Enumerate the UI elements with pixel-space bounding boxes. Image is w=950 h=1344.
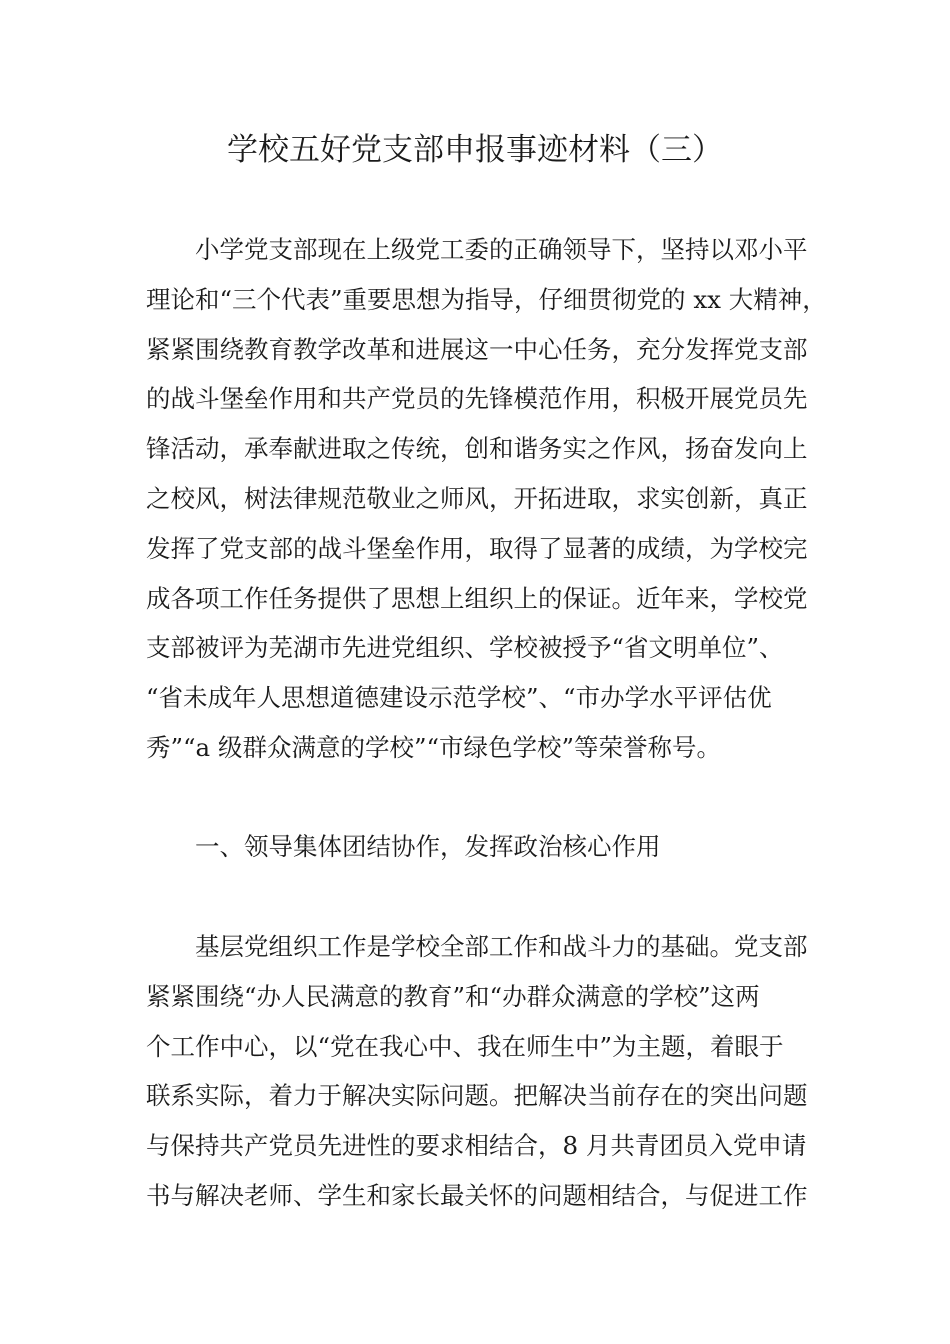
text-line: 与保持共产党员先进性的要求相结合，8 月共青团员入党申请	[146, 1131, 807, 1161]
text-line: 小学党支部现在上级党工委的正确领导下，坚持以邓小平	[195, 235, 808, 264]
text-line: 书与解决老师、学生和家长最关怀的问题相结合，与促进工作	[146, 1180, 808, 1210]
text-line: 的战斗堡垒作用和共产党员的先锋模范作用，积极开展党员先	[146, 384, 808, 414]
text-line: 锋活动，承奉献进取之传统，创和谐务实之作风，扬奋发向上	[146, 434, 808, 464]
text-line: 支部被评为芜湖市先进党组织、学校被授予“省文明单位”、	[146, 633, 784, 663]
text-line: 之校风，树法律规范敬业之师风，开拓进取，求实创新，真正	[146, 483, 808, 513]
section-heading-text: 一、领导集体团结协作，发挥政治核心作用	[195, 832, 661, 861]
text-line: 紧紧围绕“办人民满意的教育”和“办群众满意的学校”这两	[146, 981, 760, 1011]
text-line: 发挥了党支部的战斗堡垒作用，取得了显著的成绩，为学校完	[146, 533, 808, 563]
text-line: 秀”“a 级群众满意的学校”“市绿色学校”等荣誉称号。	[146, 732, 722, 762]
text-line: 个工作中心，以“党在我心中、我在师生中”为主题，着眼于	[146, 1031, 784, 1061]
text-line: 成各项工作任务提供了思想上组织上的保证。近年来，学校党	[146, 583, 808, 613]
document-title: 学校五好党支部申报事迹材料（三）	[227, 132, 723, 168]
section-heading	[146, 822, 814, 872]
text-line: 紧紧围绕教育教学改革和进展这一中心任务，充分发挥党支部	[146, 334, 808, 364]
text-line: 理论和“三个代表”重要思想为指导，仔细贯彻党的 xx 大精神，	[146, 284, 827, 314]
text-line: 基层党组织工作是学校全部工作和战斗力的基础。党支部	[195, 932, 808, 961]
text-line: “省未成年人思想道德建设示范学校”、“市办学水平评估优	[146, 683, 772, 713]
paragraph-section-1	[146, 922, 814, 1221]
text-line: 联系实际，着力于解决实际问题。把解决当前存在的突出问题	[146, 1081, 808, 1111]
paragraph-intro	[146, 225, 827, 773]
